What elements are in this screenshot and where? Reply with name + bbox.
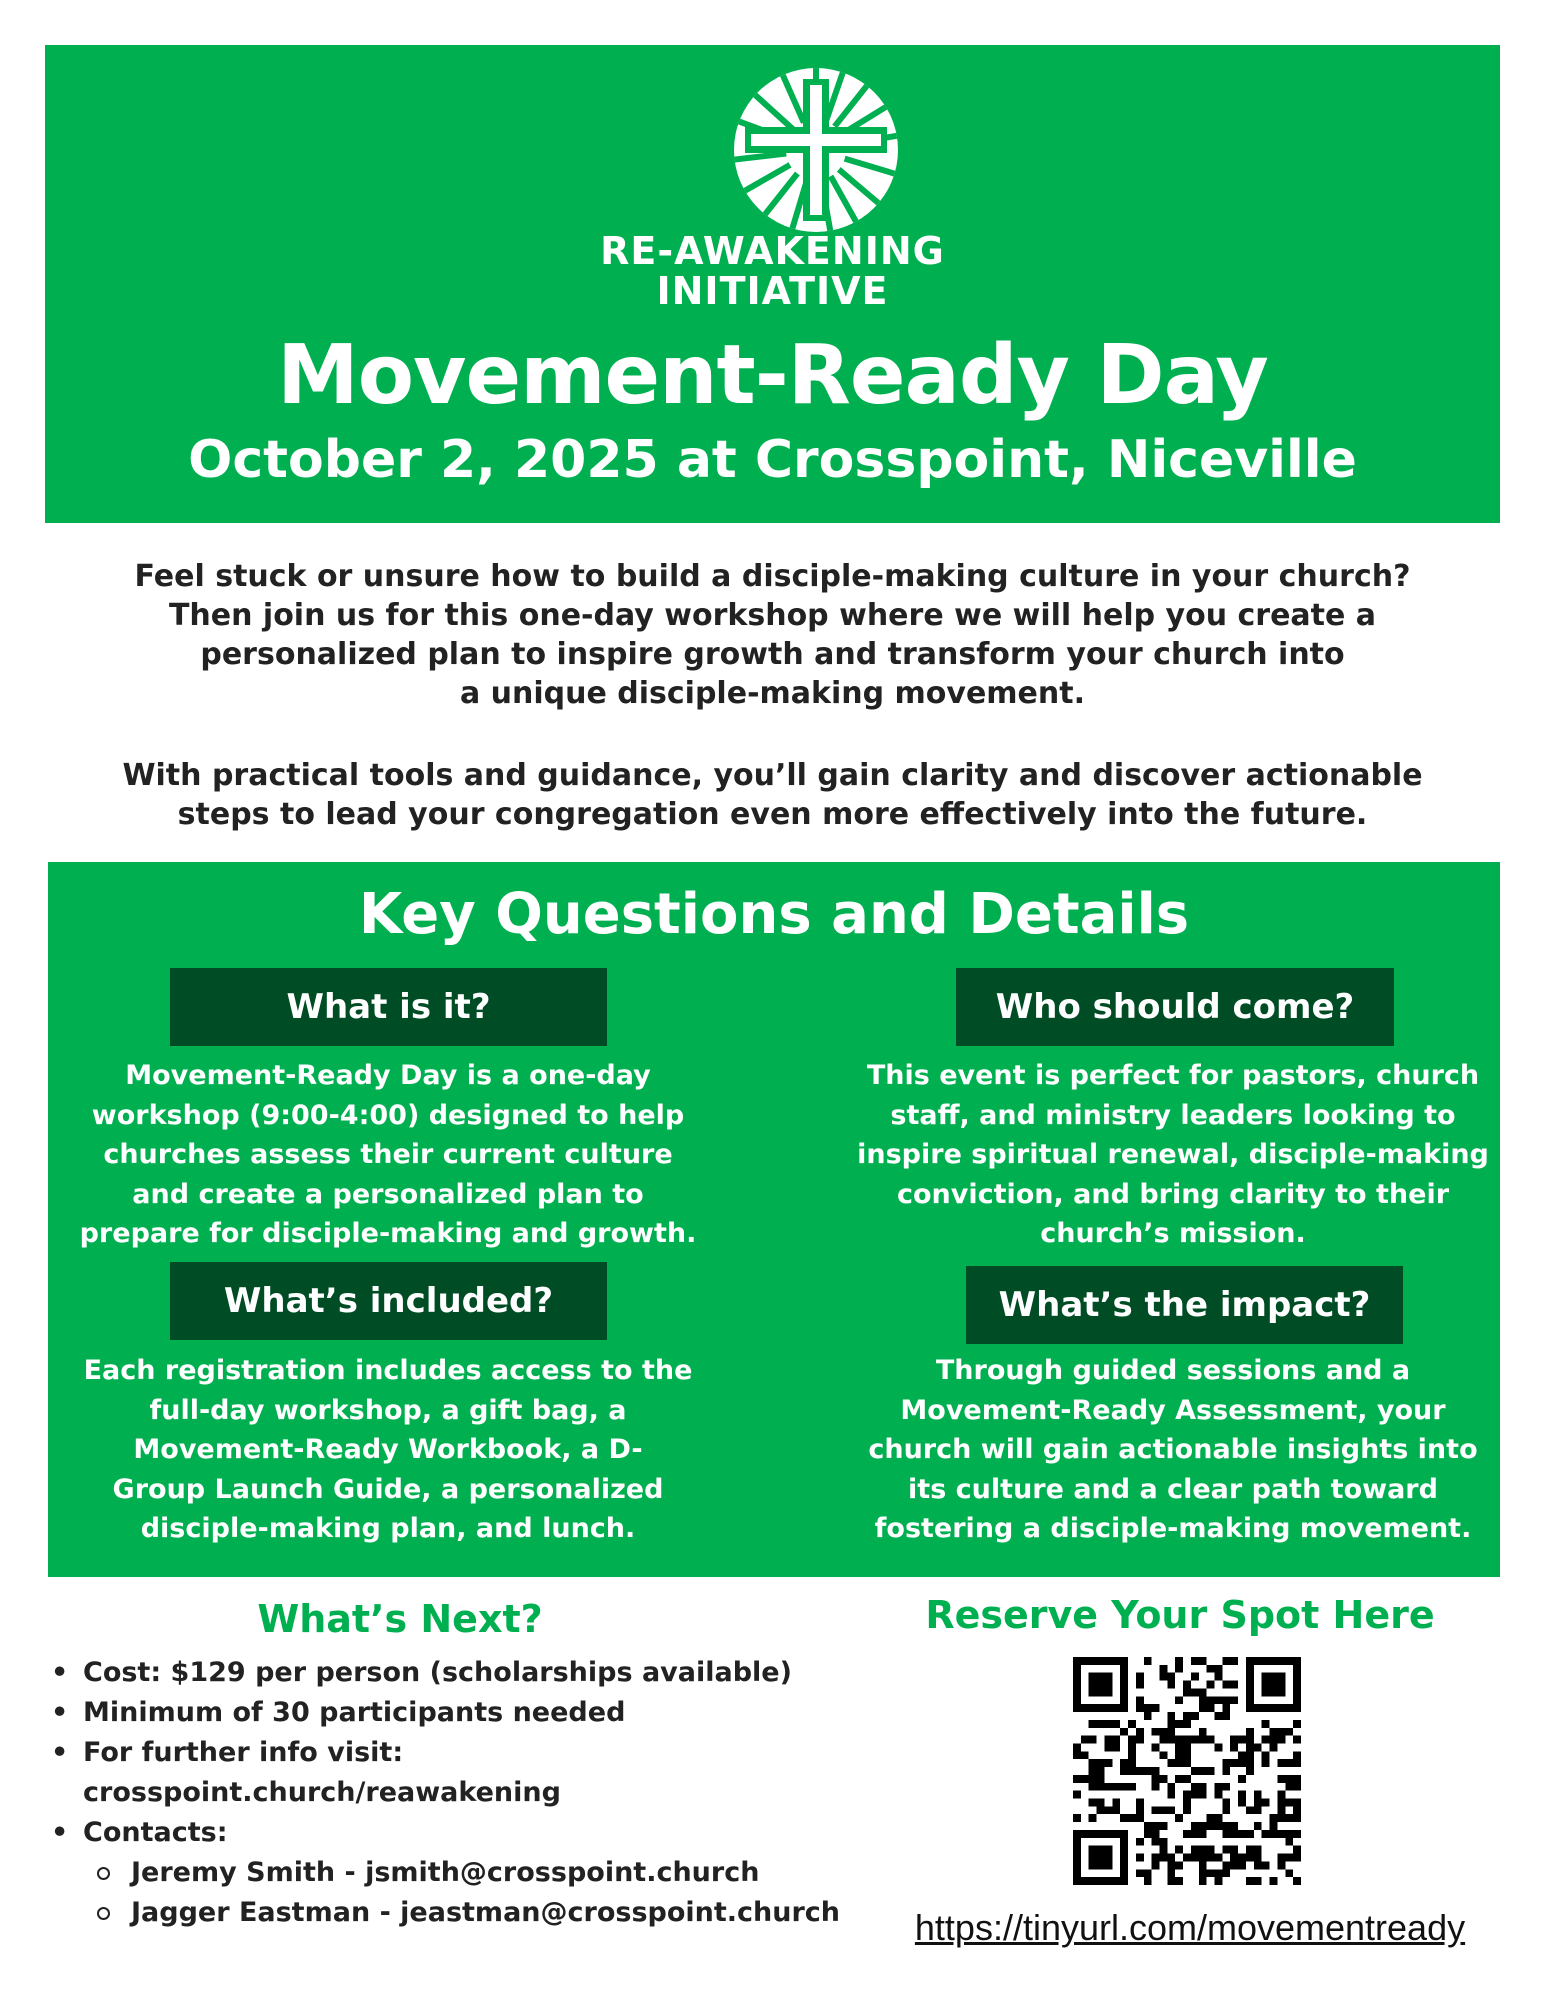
text-line: Through guided sessions and a [935, 1355, 1411, 1386]
text-line: disciple-making plan, and lunch. [140, 1513, 636, 1544]
text-line: prepare for disciple-making and growth. [79, 1218, 697, 1249]
intro-paragraph-1 [60, 557, 1485, 713]
cost-text: Cost: $129 per person (scholarships available) [83, 1657, 792, 1688]
header-banner [45, 45, 1500, 523]
whats-next-title: What’s Next? [257, 1597, 543, 1641]
event-title: Movement-Ready Day [277, 328, 1268, 423]
intro-line: Feel stuck or unsure how to build a disciple-making culture in your church? [134, 559, 1411, 594]
text-line: and create a personalized plan to [132, 1178, 644, 1210]
info-url[interactable]: crosspoint.church/reawakening [83, 1777, 561, 1808]
org-name-line2: INITIATIVE [656, 269, 889, 313]
text-line: full-day workshop, a gift bag, a [149, 1394, 627, 1426]
who-should-come-text [848, 1056, 1498, 1254]
whats-the-impact-text [848, 1351, 1498, 1549]
text-line: churches assess their current culture [103, 1139, 673, 1170]
text-line: church will gain actionable insights into [868, 1434, 1478, 1465]
whats-the-impact-heading: What’s the impact? [966, 1266, 1403, 1344]
intro-paragraph-2 [60, 756, 1485, 834]
text-line: conviction, and bring clarity to their [896, 1178, 1450, 1210]
whats-next-list [45, 1653, 875, 1933]
intro-line: steps to lead your congregation even more effectively into the future. [177, 797, 1368, 832]
org-name-line1: RE-AWAKENING [600, 229, 945, 273]
text-line: staff, and ministry leaders looking to [890, 1099, 1456, 1131]
contact-text[interactable]: Jeremy Smith - jsmith@crosspoint.church [131, 1857, 760, 1888]
what-is-it-text [68, 1056, 708, 1254]
text-line: Movement-Ready Assessment, your [900, 1394, 1446, 1426]
contacts-label: Contacts: [83, 1817, 228, 1848]
text-line: Each registration includes access to the [83, 1355, 693, 1386]
qr-code-icon[interactable] [1073, 1657, 1301, 1885]
minimum-text: Minimum of 30 participants needed [83, 1697, 626, 1728]
text-line: inspire spiritual renewal, disciple-making [857, 1139, 1489, 1170]
list-item: • Contacts: [51, 1817, 228, 1848]
reserve-title: Reserve Your Spot Here [925, 1593, 1435, 1637]
text-line: Movement-Ready Workbook, a D- [133, 1434, 643, 1465]
whats-included-heading: What’s included? [170, 1262, 607, 1340]
intro-line: a unique disciple-making movement. [459, 676, 1086, 711]
text-line: fostering a disciple-making movement. [874, 1513, 1472, 1544]
intro-line: Then join us for this one-day workshop where we will help you create a [168, 598, 1377, 633]
reawakening-cross-logo-icon [731, 65, 901, 235]
intro-line: personalized plan to inspire growth and transform your church into [200, 637, 1345, 672]
intro-line: With practical tools and guidance, you’ll gain clarity and discover actionable [122, 758, 1423, 793]
list-item: • Cost: $129 per person (scholarships available) [51, 1657, 792, 1688]
key-questions-section [48, 862, 1500, 1577]
contact-item [45, 1853, 875, 1893]
who-should-come-heading: Who should come? [956, 968, 1394, 1046]
text-line: its culture and a clear path toward [908, 1473, 1438, 1505]
what-is-it-heading: What is it? [170, 968, 607, 1046]
event-date: October 2, 2025 at Crosspoint, Niceville [188, 430, 1357, 490]
list-item: • For further info visit: crosspoint.church/reawakening [51, 1737, 561, 1808]
text-line: Movement-Ready Day is a one-day [125, 1060, 651, 1091]
contact-text[interactable]: Jagger Eastman - jeastman@crosspoint.church [131, 1897, 841, 1928]
whats-included-text [68, 1351, 708, 1549]
section-title: Key Questions and Details [358, 882, 1190, 947]
text-line: workshop (9:00-4:00) designed to help [91, 1099, 685, 1131]
info-label: For further info visit: [83, 1737, 404, 1768]
list-item: • Minimum of 30 participants needed [51, 1697, 626, 1728]
text-line: church’s mission. [1040, 1218, 1306, 1249]
reserve-link[interactable]: https://tinyurl.com/movementready [914, 1907, 1466, 1948]
contact-item [45, 1893, 875, 1933]
text-line: This event is perfect for pastors, church [866, 1060, 1480, 1091]
text-line: Group Launch Guide, a personalized [112, 1473, 664, 1505]
